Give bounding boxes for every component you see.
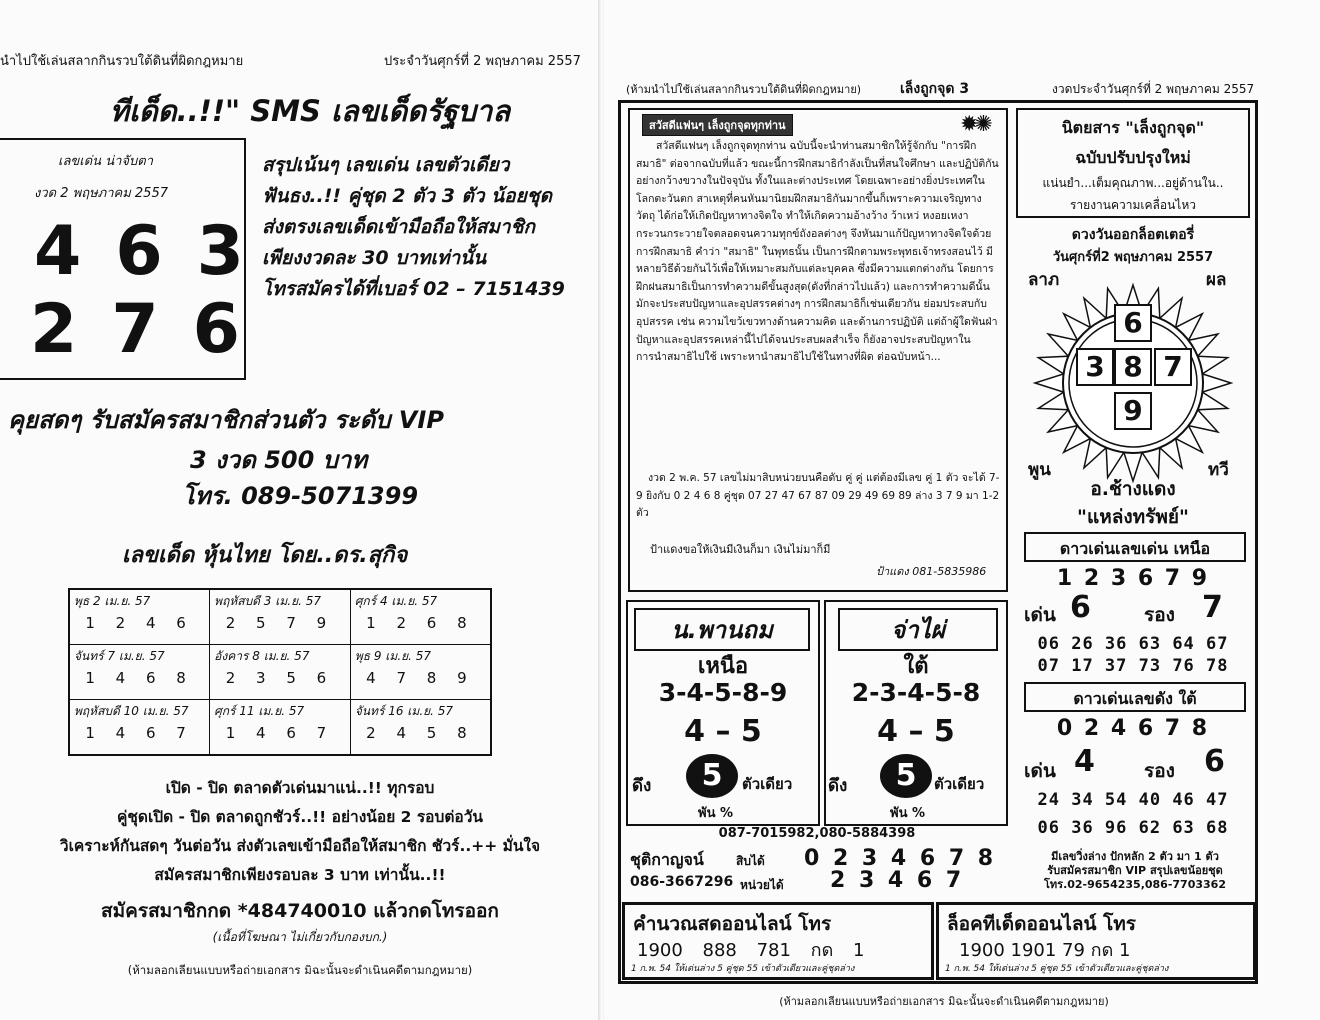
right-footer: (ห้ามลอกเลียนแบบหรือถ่ายเอกสาร มิฉะนั้นจะดำเนินคดีตามกฎหมาย) [779,995,1109,1008]
north-title: ดาวเด่นเลขเด่น เหนือ [1059,539,1211,558]
ad-line: ส่งตรงเลขเด็ดเข้ามือถือให้สมาชิก [262,216,535,238]
circle-left-digit: 3 [1076,348,1114,386]
teacher-name: อ.ช้างแดง [1090,478,1176,500]
south-digits: 0 2 4 6 7 8 [1056,716,1210,741]
magazine-box [1016,108,1250,218]
south-sub-label: รอง [1144,760,1175,782]
panel-right-title: จ่าไผ่ [838,608,998,651]
circle-bottom-digit: 9 [1114,392,1152,430]
stock-cell [210,700,351,756]
promo-line: วิเคราะห์กันสดๆ วันต่อวัน ส่งตัวเลขเข้ามือถือให้สมาชิก ชัวร์..++ มั่นใจ [59,837,541,855]
featured-number-2: 276 [30,290,274,369]
stock-cell-digits: 1 2 6 8 [366,614,475,632]
stock-calendar [68,588,492,756]
north-digits: 1 2 3 6 7 9 [1056,566,1210,591]
circle-top-digit: 6 [1114,304,1152,342]
stock-cell [350,645,491,700]
contact-note: โทร.02-9654235,086-7703362 [1044,878,1226,891]
panel-left-title: น.พานถม [634,608,810,651]
panel-right-direction: ใต้ [903,654,929,679]
panel-left-ball: 5 [686,754,738,798]
left-header-disclaimer: นำไปใช้เล่นสลากกินรวบใต้ดินที่ผิดกฎหมาย [0,54,244,69]
stock-cell-digits: 1 4 6 8 [85,669,194,687]
sun-ray [1202,374,1231,392]
vip-line-2: 3 งวด 500 บาท [190,446,368,474]
label-thawi: ทวี [1208,460,1229,480]
panel-phones: 087-7015982,080-5884398 [718,826,916,841]
north-row-1: 06 26 36 63 64 67 [1037,634,1229,654]
panel-left [626,600,820,826]
panel-right-pair: 4 – 5 [877,714,955,749]
magazine-slogan: แน่นยำ...เต็มคุณภาพ...อยู่ด้านใน.. [1042,176,1224,190]
stock-title: เลขเด็ด หุ้นไทย โดย..ดร.สุกิจ [122,543,408,568]
promo-line: คู่ชุดเปิด - ปิด ตลาดถูกชัวร์..!! อย่างน้อย 2 รอบต่อวัน [116,808,484,826]
horoscope-date: วันศุกร์ที่2 พฤษภาคม 2557 [1052,250,1214,265]
bottom-left-title: คำนวณสดออนไลน์ โทร [633,913,832,935]
right-header-disclaimer: (ห้ามนำไปใช้เล่นสลากกินรวบใต้ดินที่ผิดกฎหมาย) [626,83,862,96]
sms-ad-lines [262,150,565,305]
north-sub-digit: 7 [1202,590,1223,625]
ad-line: เพียงงวดละ 30 บาทเท่านั้น [262,247,487,269]
stock-cell-date: ศุกร์ 11 เม.ย. 57 [214,704,305,718]
panel-right-sequence: 2-3-4-5-8 [851,678,981,707]
south-main-label: เด่น [1024,760,1056,782]
stock-cell [69,589,210,645]
north-main-label: เด่น [1024,604,1056,626]
stock-cell-digits: 2 5 7 9 [225,614,335,632]
panel-left-sequence: 3-4-5-8-9 [658,678,788,707]
tip-text: งวด 2 พ.ค. 57 เลขไม่มาสิบหน่วยบนคือดับ คู่ คู่ แต่ต้องมีเลข คู่ 1 ตัว จะได้ 7-9 ยิงกับ 0 2 4 6 8 คู่ชุด 07 27 47 67 87 09 29 49 69 89 ล่าง 3 7 9 มา 1-2 ตัว [636,472,1000,520]
panel-right-ball: 5 [880,754,932,798]
greeting-tag: สวัสดีแฟนๆ เล็งถูกจุดทุกท่าน [642,114,793,136]
promo-lines [20,774,580,890]
stock-cell [69,645,210,700]
stock-cell-date: พุธ 2 เม.ย. 57 [74,594,151,608]
sparkle-icon: ✹✺ [960,112,989,137]
bottom-left-ad [622,902,934,980]
sms-title: ทีเด็ด..!!" SMS เลขเด็ดรัฐบาล [109,94,511,128]
circle-right-digit: 7 [1154,348,1192,386]
ad-line: โทรสมัครได้ที่เบอร์ 02 – 7151439 [262,278,565,300]
panel-right-percent: พัน % [890,806,926,821]
right-header-title: เล็งถูกจุด 3 [900,81,970,97]
right-header-date: งวดประจำวันศุกร์ที่ 2 พฤษภาคม 2557 [1052,82,1255,96]
stock-cell [210,645,351,700]
south-title: ดาวเด่นเลขดัง ใต้ [1073,689,1197,708]
north-main-digit: 6 [1070,590,1091,625]
vip-line-1: คุยสดๆ รับสมัครสมาชิกส่วนตัว ระดับ VIP [8,406,444,434]
signature: ป้าแดง 081-5835986 [876,565,987,578]
bottom-right-ad [936,902,1256,980]
contact-note: รับสมัครสมาชิก VIP สรุปเลขน้อยชุด [1047,864,1223,877]
panel-right-single-label: ตัวเดียว [934,775,985,793]
label-phun: พูน [1028,460,1051,480]
stock-cell [350,700,491,756]
stock-cell-date: จันทร์ 16 เม.ย. 57 [354,704,454,718]
promo-line: เปิด - ปิด ตลาดตัวเด่นมาแน่..!! ทุกรอบ [165,779,435,797]
stock-cell-digits: 1 4 6 7 [85,724,194,742]
chutikan-phone: 086-3667296 [630,874,734,890]
stock-cell-date: อังคาร 8 เม.ย. 57 [214,649,310,663]
left-page [0,0,600,1020]
south-main-digit: 4 [1074,744,1095,779]
sib-digits: 0 2 3 4 6 7 8 [804,846,997,871]
south-row-1: 24 34 54 40 46 47 [1037,790,1229,810]
panel-left-pair: 4 – 5 [684,714,762,749]
stock-cell-date: พฤหัสบดี 10 เม.ย. 57 [74,704,189,718]
magazine-title: นิตยสาร "เล็งถูกจุด" [1061,118,1205,137]
sun-ray [1035,374,1064,392]
north-sub-label: รอง [1144,604,1175,626]
source-name: "แหล่งทรัพย์" [1077,506,1189,528]
panel-right [824,600,1008,826]
magazine-report: รายงานความเคลื่อนไหว [1069,198,1196,212]
bottom-right-numbers: 1900 1901 79 กด 1 [959,940,1131,961]
stock-cell-digits: 2 4 5 8 [366,724,475,742]
contact-note: มีเลขวิ่งล่าง ปักหลัก 2 ตัว มา 1 ตัว [1051,850,1219,863]
bottom-right-note: 1 ก.พ. 54 ให้เด่นล่าง 5 คู่ชุด 55 เข้าตัวเดียวและคู่ชุดล่าง [945,964,1169,974]
magazine-subtitle: ฉบับปรับปรุงใหม่ [1075,148,1191,167]
panel-left-single-label: ตัวเดียว [742,775,793,793]
vip-line-3: โทร. 089-5071399 [182,482,419,510]
north-title-box [1024,532,1246,562]
right-page [604,0,1320,1020]
stock-cell-date: จันทร์ 7 เม.ย. 57 [74,649,165,663]
panel-left-direction: เหนือ [697,654,749,679]
featured-label: เลขเด่น น่าจับตา [58,154,153,169]
south-row-2: 06 36 96 62 63 68 [1037,818,1229,838]
stock-cell-date: ศุกร์ 4 เม.ย. 57 [354,594,438,608]
advert-note: (เนื้อที่โฆษณา ไม่เกี่ยวกับกองบก.) [212,930,388,944]
stock-cell-date: พฤหัสบดี 3 เม.ย. 57 [214,594,321,608]
ad-line: ฟันธง..!! คู่ชุด 2 ตัว 3 ตัว น้อยชุด [262,185,552,207]
stock-cell-digits: 2 3 5 6 [225,669,335,687]
panel-left-percent: พัน % [698,806,734,821]
horoscope-title: ดวงวันออกล็อตเตอรี่ [1071,227,1195,243]
stock-cell-digits: 4 7 8 9 [366,669,475,687]
stock-cell [210,589,351,645]
stock-cell-digits: 1 2 4 6 [85,614,194,632]
right-contact-notes [1016,850,1254,892]
panel-left-pull-label: ดึง [632,776,652,796]
left-header-date: ประจำวันศุกร์ที่ 2 พฤษภาคม 2557 [384,54,581,69]
bottom-right-title: ล็อคทีเด็ดออนไลน์ โทร [947,913,1137,935]
featured-number-1: 463 [34,212,278,291]
stock-cell [350,589,491,645]
featured-date: งวด 2 พฤษภาคม 2557 [34,186,168,201]
featured-number-box [0,138,278,380]
label-labh: ลาภ [1028,270,1060,290]
article-box [628,108,1008,592]
bottom-left-numbers: 1900 888 781 กด 1 [637,940,865,961]
south-sub-digit: 6 [1204,744,1225,779]
stock-cell-digits: 1 4 6 7 [225,724,335,742]
nuay-label: หน่วยได้ [740,878,784,892]
circle-center-digit: 8 [1114,348,1152,386]
ad-line: สรุปเน้นๆ เลขเด่น เลขตัวเดียว [262,154,510,176]
north-row-2: 07 17 37 73 76 78 [1037,656,1229,676]
left-footer: (ห้ามลอกเลียนแบบหรือถ่ายเอกสาร มิฉะนั้นจะดำเนินคดีตามกฎหมาย) [127,963,473,977]
subscribe-line: สมัครสมาชิกกด *484740010 แล้วกดโทรออก [101,900,499,922]
chutikan-name: ชุติกาญจน์ [630,850,704,869]
sib-label: สิบได้ [736,854,765,868]
south-title-box [1024,682,1246,712]
promo-line: สมัครสมาชิกเพียงรอบละ 3 บาท เท่านั้น..!! [154,866,446,884]
stock-cell [69,700,210,756]
nuay-digits: 2 3 4 6 7 [830,868,965,893]
bottom-left-note: 1 ก.พ. 54 ให้เด่นล่าง 5 คู่ชุด 55 เข้าตัวเดียวและคู่ชุดล่าง [631,964,855,974]
panel-right-pull-label: ดึง [828,776,848,796]
article-text: สวัสดีแฟนๆ เล็งถูกจุดทุกท่าน ฉบับนี้จะนำท่านสมาชิกให้รู้จักกับ "การฝึกสมาธิ" ต่อจากฉบับที่แล้ว ขณะนี้การฝึกสมาธิกำลังเป็นที่สนใจศึกษา และปฏิบัติกันอย่างกว้างขวางในปัจจุบัน ทั้งในและต่างประเทศ โดยเฉพาะอย่างยิ่งประเทศในโลกตะวันตก สาเหตุที่คนหันมานิยมฝึกสมาธิกันมากขึ้นก็เพราะความเจริญทางวัตถุ ได้ก่อให้เกิดปัญหาทางจิตใจ ทำให้เกิดความอ้างว้าง ว้าเหว่ หงอยเหงา กระวนกระวายใจตลอดจนความทุกข์ถังอลต่างๆ จึงหันมาแก้ปัญหาทางจิตใจด้วยการฝึกสมาธิ คำว่า "สมาธิ" ในพุทธนั้น เป็นการฝึกตามพระพุทธเจ้าทรงสอนไว้ มีหลายวิธีด้วยกันไว้เพื่อให้เหมาะสมกับแต่ละบุคคล ซึ่งมีความแตกต่างกัน โดยการฝึกฝนสมาธิเป็นการทำความดีขั้นสูงสุด(ดังที่กล่าวไปแล้ว) และการทำความดีนั้น มักจะประสบปัญหาและอุปสรรคต่างๆ การฝึกสมาธิก็เช่นเดียวกัน ย่อมประสบกับอุปสรรค เช่น ความไขว้เขวทางด้านความคิด และด้านการปฏิบัติ แต่ถ้าผู้ใดฟันฝ่าปัญหาและอุปสรรคเหล่านี้ไปได้จนประสบผลสำเร็จ ก็ยังอาจประสบปัญหาในการนำสมาธิไปใช้ เพราะหานำสมาธิไปใช้ในทางที่ผิด ต่อฉบับหน้า... [636,140,999,364]
stock-cell-date: พุธ 9 เม.ย. 57 [354,649,432,663]
label-phon: ผล [1206,270,1227,290]
blessing-text: ป้าแดงขอให้เงินมีเงินก็มา เงินไม่มาก็มี [650,543,831,556]
